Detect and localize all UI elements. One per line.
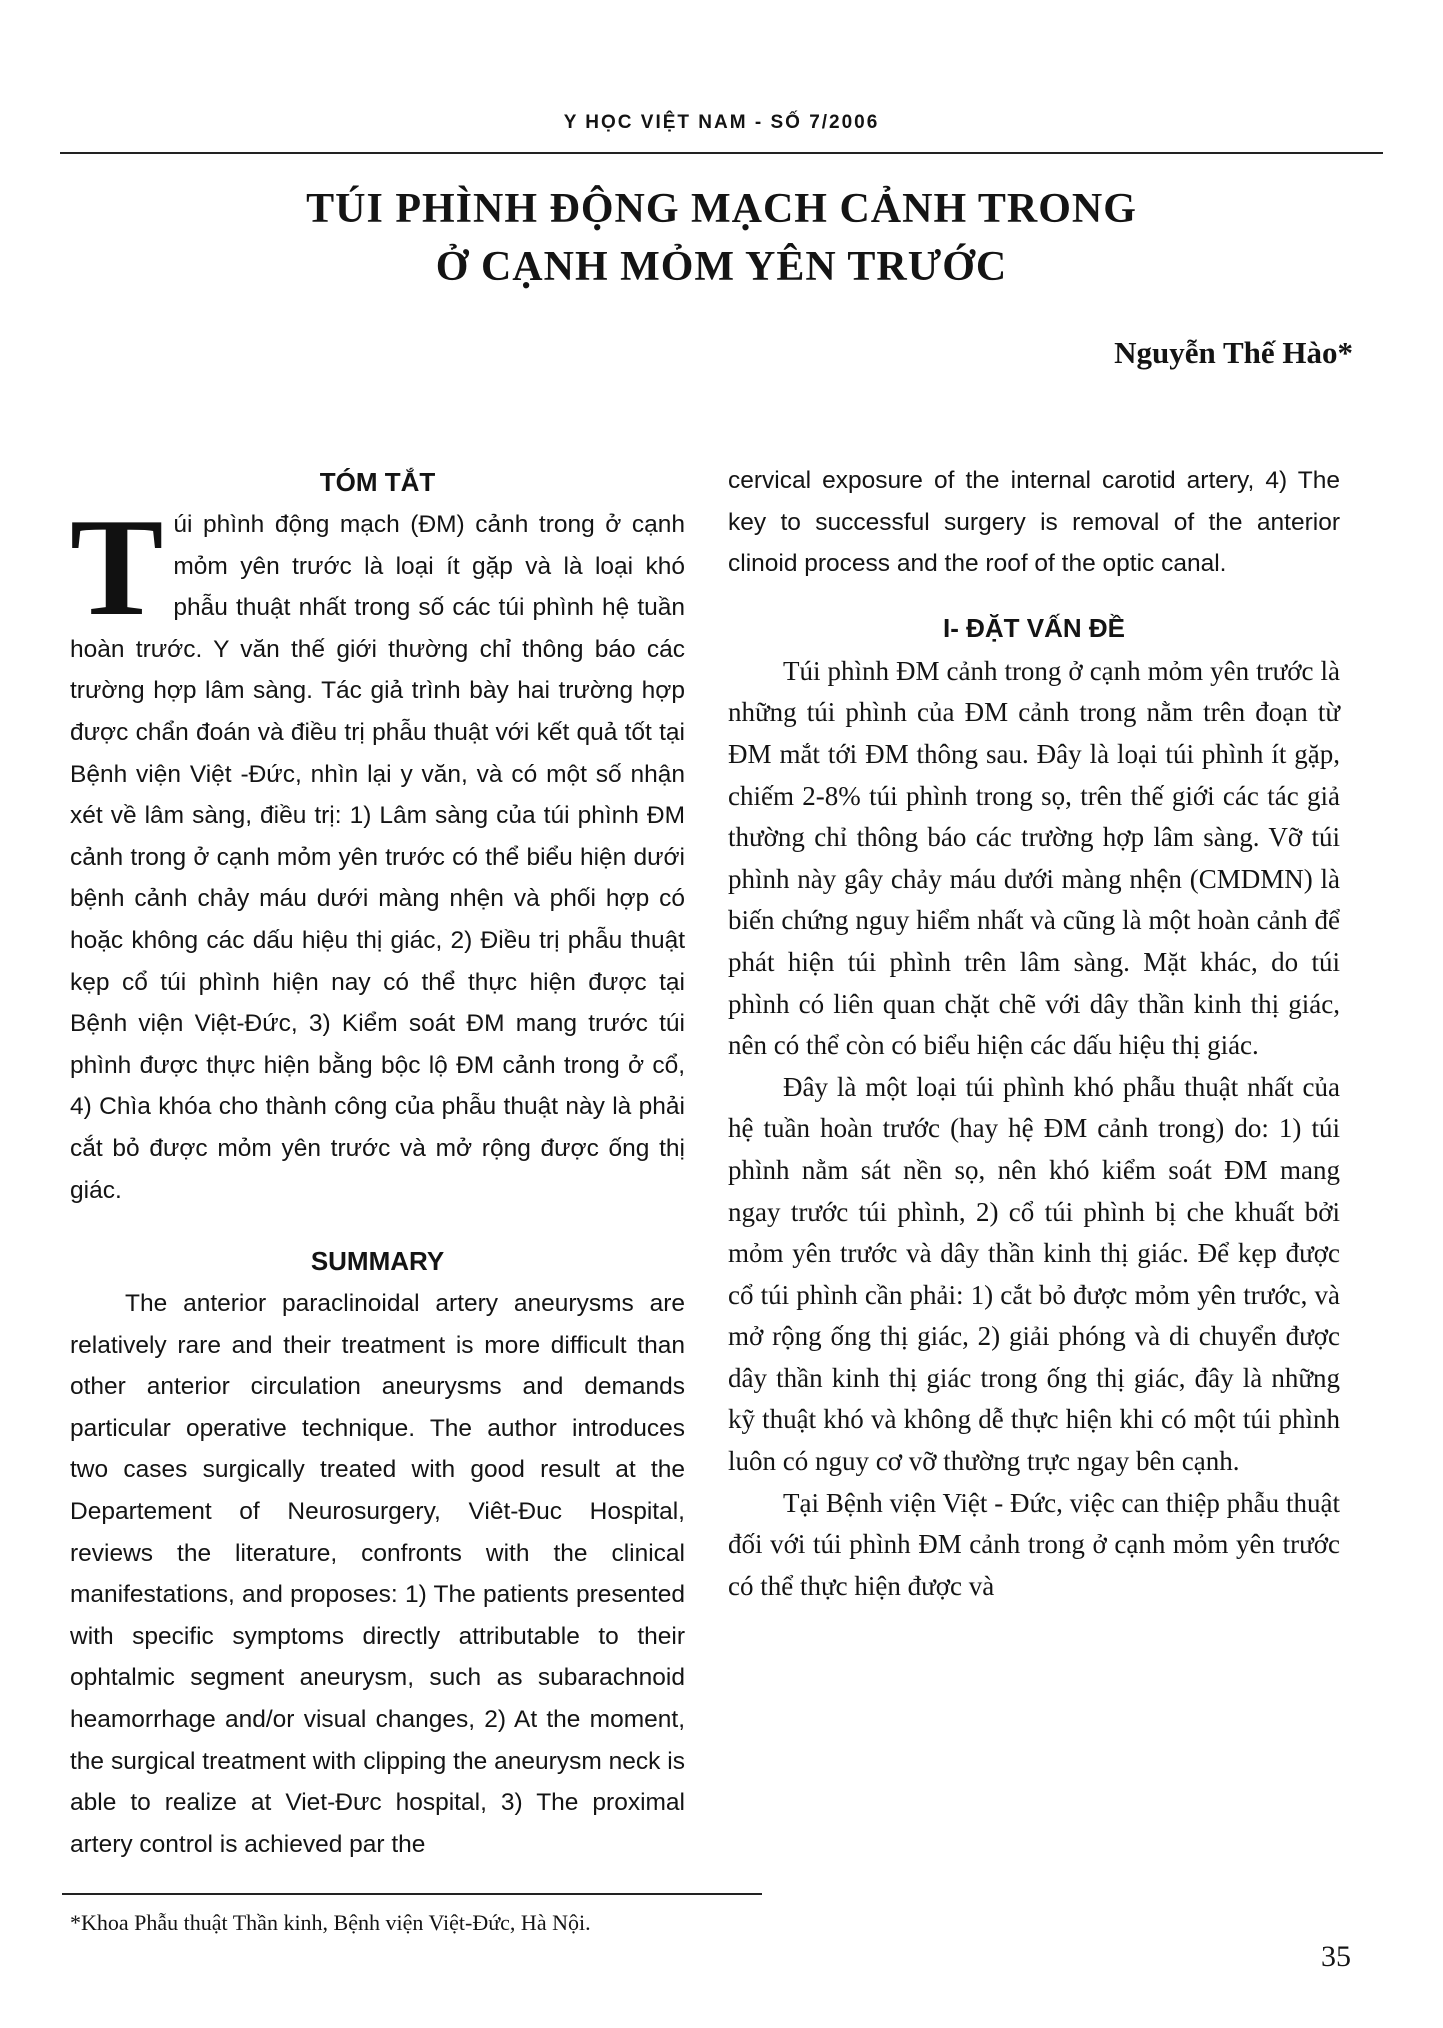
abstract-vi-heading: TÓM TẮT [319,467,436,497]
summary-text: The anterior paraclinoidal artery aneurysms are relatively rare and their treatment is more difficult than other anterior circulation aneurysms and demands particular operative technique. The author introduces two cases surgically treated with good result at the Departement of Neurosurgery, Viêt-Đuc Hospital, reviews the literature, confronts with the clinical manifestations, and proposes: 1) The patients presented with specific symptoms directly attributable to their ophtalmic segment aneurysm, such as subarachnoid heamorrhage and/or visual changes, 2) At the moment, the surgical treatment with clipping the aneurysm neck is able to realize at Viet-Đưc hospital, 3) The proximal artery control is achieved par the [70,1290,685,1858]
header-divider [60,152,1383,154]
summary-heading: SUMMARY [310,1246,445,1277]
right-column [728,460,1340,1607]
article-title-line-1: TÚI PHÌNH ĐỘNG MẠCH CẢNH TRONG [306,186,1137,232]
footnote-divider [62,1893,762,1895]
dropcap-letter: T [70,490,164,645]
journal-header: Y HỌC VIỆT NAM - SỐ 7/2006 [563,112,880,133]
author-name: Nguyễn Thế Hào* [1114,335,1353,370]
author-affiliation-footnote: *Khoa Phẫu thuật Thần kinh, Bệnh viện Việt-Đức, Hà Nội. [70,1910,591,1935]
summary-continuation: cervical exposure of the internal carotid artery, 4) The key to successful surgery is removal of the anterior clinoid process and the roof of the optic canal. [728,467,1340,578]
abstract-vi-text [70,490,685,1211]
abstract-vi-body: úi phình động mạch (ĐM) cảnh trong ở cạnh mỏm yên trước là loại ít gặp và là loại khó phẫu thuật nhất trong số các túi phình hệ tuần hoàn trước. Y văn thế giới thường chỉ thông báo các trường hợp lâm sàng. Tác giả trình bày hai trường hợp được chẩn đoán và điều trị phẫu thuật với kết quả tốt tại Bệnh viện Việt -Đức, nhìn lại y văn, và có một số nhận xét về lâm sàng, điều trị: 1) Lâm sàng của túi phình ĐM cảnh trong ở cạnh mỏm yên trước có thể biểu hiện dưới bệnh cảnh chảy máu dưới màng nhện và phối hợp có hoặc không các dấu hiệu thị giác, 2) Điều trị phẫu thuật kẹp cổ túi phình hiện nay có thể thực hiện được tại Bệnh viện Việt-Đức, 3) Kiểm soát ĐM mang trước túi phình được thực hiện bằng bộc lộ ĐM cảnh trong ở cổ, 4) Chìa khóa cho thành công của phẫu thuật này là phải cắt bỏ được mỏm yên trước và mở rộng được ống thị giác. [70,511,685,1204]
section-1-paragraph-3: Tại Bệnh viện Việt - Đức, việc can thiệp phẫu thuật đối với túi phình ĐM cảnh trong ở cạnh mỏm yên trước có thể thực hiện được và [728,1487,1340,1601]
left-column [70,460,685,1865]
section-1-heading: I- ĐẶT VẤN ĐỀ [943,612,1125,643]
article-title-line-2: Ở CẠNH MỎM YÊN TRƯỚC [435,244,1008,290]
article-title [0,180,1443,296]
section-1-paragraph-2: Đây là một loại túi phình khó phẫu thuật nhất của hệ tuần hoàn trước (hay hệ ĐM cảnh trong) do: 1) túi phình nằm sát nền sọ, nên khó kiểm soát ĐM mang ngay trước túi phình, 2) cổ túi phình bị che khuất bởi mỏm yên trước và dây thần kinh thị giác. Để kẹp được cổ túi phình cần phải: 1) cắt bỏ được mỏm yên trước, và mở rộng ống thị giác, 2) giải phóng và di chuyển được dây thần kinh thị giác trong ống thị giác, đây là những kỹ thuật khó và không dễ thực hiện khi có một túi phình luôn có nguy cơ vỡ thường trực ngay bên cạnh. [728,1071,1340,1477]
section-1-paragraph-1: Túi phình ĐM cảnh trong ở cạnh mỏm yên trước là những túi phình của ĐM cảnh trong nằm trên đoạn từ ĐM mắt tới ĐM thông sau. Đây là loại túi phình ít gặp, chiếm 2-8% túi phình trong sọ, trên thế giới các tác giả thường chỉ thông báo các trường hợp lâm sàng. Vỡ túi phình này gây chảy máu dưới màng nhện (CMDMN) là biến chứng nguy hiểm nhất và cũng là một hoàn cảnh để phát hiện túi phình trên lâm sàng. Mặt khác, do túi phình có liên quan chặt chẽ với dây thần kinh thị giác, nên có thể còn có biểu hiện các dấu hiệu thị giác. [728,655,1340,1061]
page-number: 35 [1321,1940,1351,1973]
